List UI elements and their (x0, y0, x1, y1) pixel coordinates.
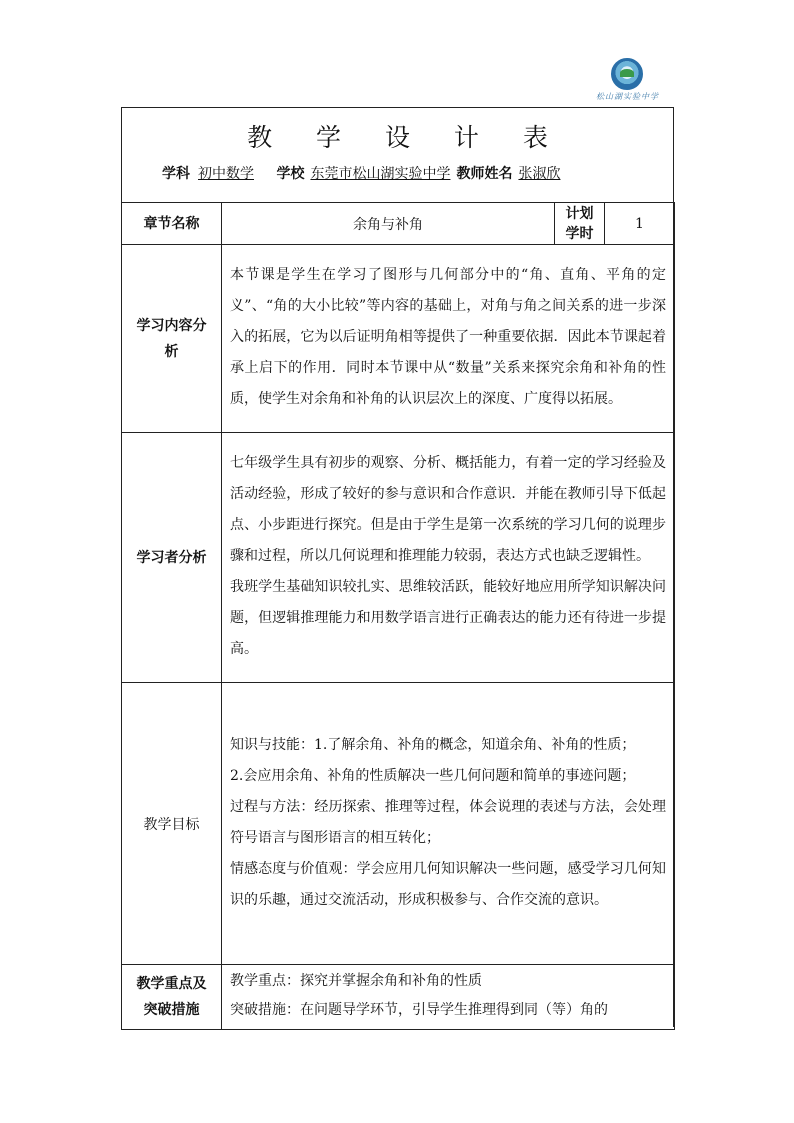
learner-paragraph: 七年级学生具有初步的观察、分析、概括能力，有着一定的学习经验及活动经验，形成了较好的参与意识和合作意识．并能在教师引导下低起点、小步距进行探究。但是由于学生是第一次系统的学习几何的说理步骤和过程，所以几何说理和推理能力较弱，表达方式也缺乏逻辑性。 (230, 455, 666, 564)
hours-value: 1 (605, 203, 675, 245)
school-label: 学校 (276, 166, 305, 182)
key-points-row (122, 965, 675, 1030)
objective-paragraph: 2.会应用余角、补角的性质解决一些几何问题和简单的事迹问题； (230, 767, 636, 784)
chapter-value: 余角与补角 (222, 203, 555, 245)
page-title: 教 学 设 计 表 (247, 123, 566, 152)
lesson-design-table (121, 202, 675, 1030)
header-meta (162, 163, 566, 183)
learner-analysis-text (222, 433, 675, 683)
school-emblem-icon (611, 58, 643, 90)
key-points-label: 教学重点及突破措施 (122, 965, 222, 1030)
learner-paragraph: 我班学生基础知识较扎实、思维较活跃，能较好地应用所学知识解决问题，但逻辑推理能力和用数学语言进行正确表达的能力还有待进一步提高。 (230, 579, 666, 657)
objectives-label: 教学目标 (122, 683, 222, 965)
hours-label: 计划学时 (555, 203, 605, 245)
content-analysis-row (122, 245, 675, 433)
content-analysis-paragraph: 本节课是学生在学习了图形与几何部分中的“角、直角、平角的定义”、“角的大小比较”等内容的基础上，对角与角之间关系的进一步深入的拓展，它为以后证明角相等提供了一种重要依据．因此本节课起着承上启下的作用．同时本节课中从“数量”关系来探究余角和补角的性质，使学生对余角和补角的认识层次上的深度、广度得以拓展。 (230, 267, 666, 407)
teacher-value: 张淑欣 (518, 166, 561, 182)
content-analysis-label: 学习内容分析 (122, 245, 222, 433)
chapter-label: 章节名称 (122, 203, 222, 245)
content-analysis-text (222, 245, 675, 433)
teacher-label: 教师姓名 (456, 166, 513, 182)
objective-paragraph: 过程与方法：经历探索、推理等过程，体会说理的表述与方法，会处理符号语言与图形语言的相互转化； (230, 798, 666, 846)
objective-paragraph: 知识与技能：1.了解余角、补角的概念，知道余角、补角的性质； (230, 736, 636, 753)
objective-paragraph: 情感态度与价值观：学会应用几何知识解决一些问题，感受学习几何知识的乐趣，通过交流活动，形成积极参与、合作交流的意识。 (230, 860, 666, 908)
objectives-text (222, 683, 675, 965)
key-points-text (222, 965, 675, 1030)
school-value: 东莞市松山湖实验中学 (310, 166, 451, 182)
objectives-row (122, 683, 675, 965)
subject-label: 学科 (162, 166, 190, 182)
school-logo (596, 58, 676, 104)
key-point-paragraph: 突破措施：在问题导学环节，引导学生推理得到同（等）角的 (230, 1002, 608, 1018)
logo-caption: 松山湖实验中学 (596, 92, 659, 101)
learner-analysis-row (122, 433, 675, 683)
chapter-row (122, 203, 675, 245)
key-point-paragraph: 教学重点：探究并掌握余角和补角的性质 (230, 973, 482, 989)
learner-analysis-label: 学习者分析 (122, 433, 222, 683)
subject-value: 初中数学 (198, 166, 254, 182)
design-table-sheet (121, 107, 674, 1027)
